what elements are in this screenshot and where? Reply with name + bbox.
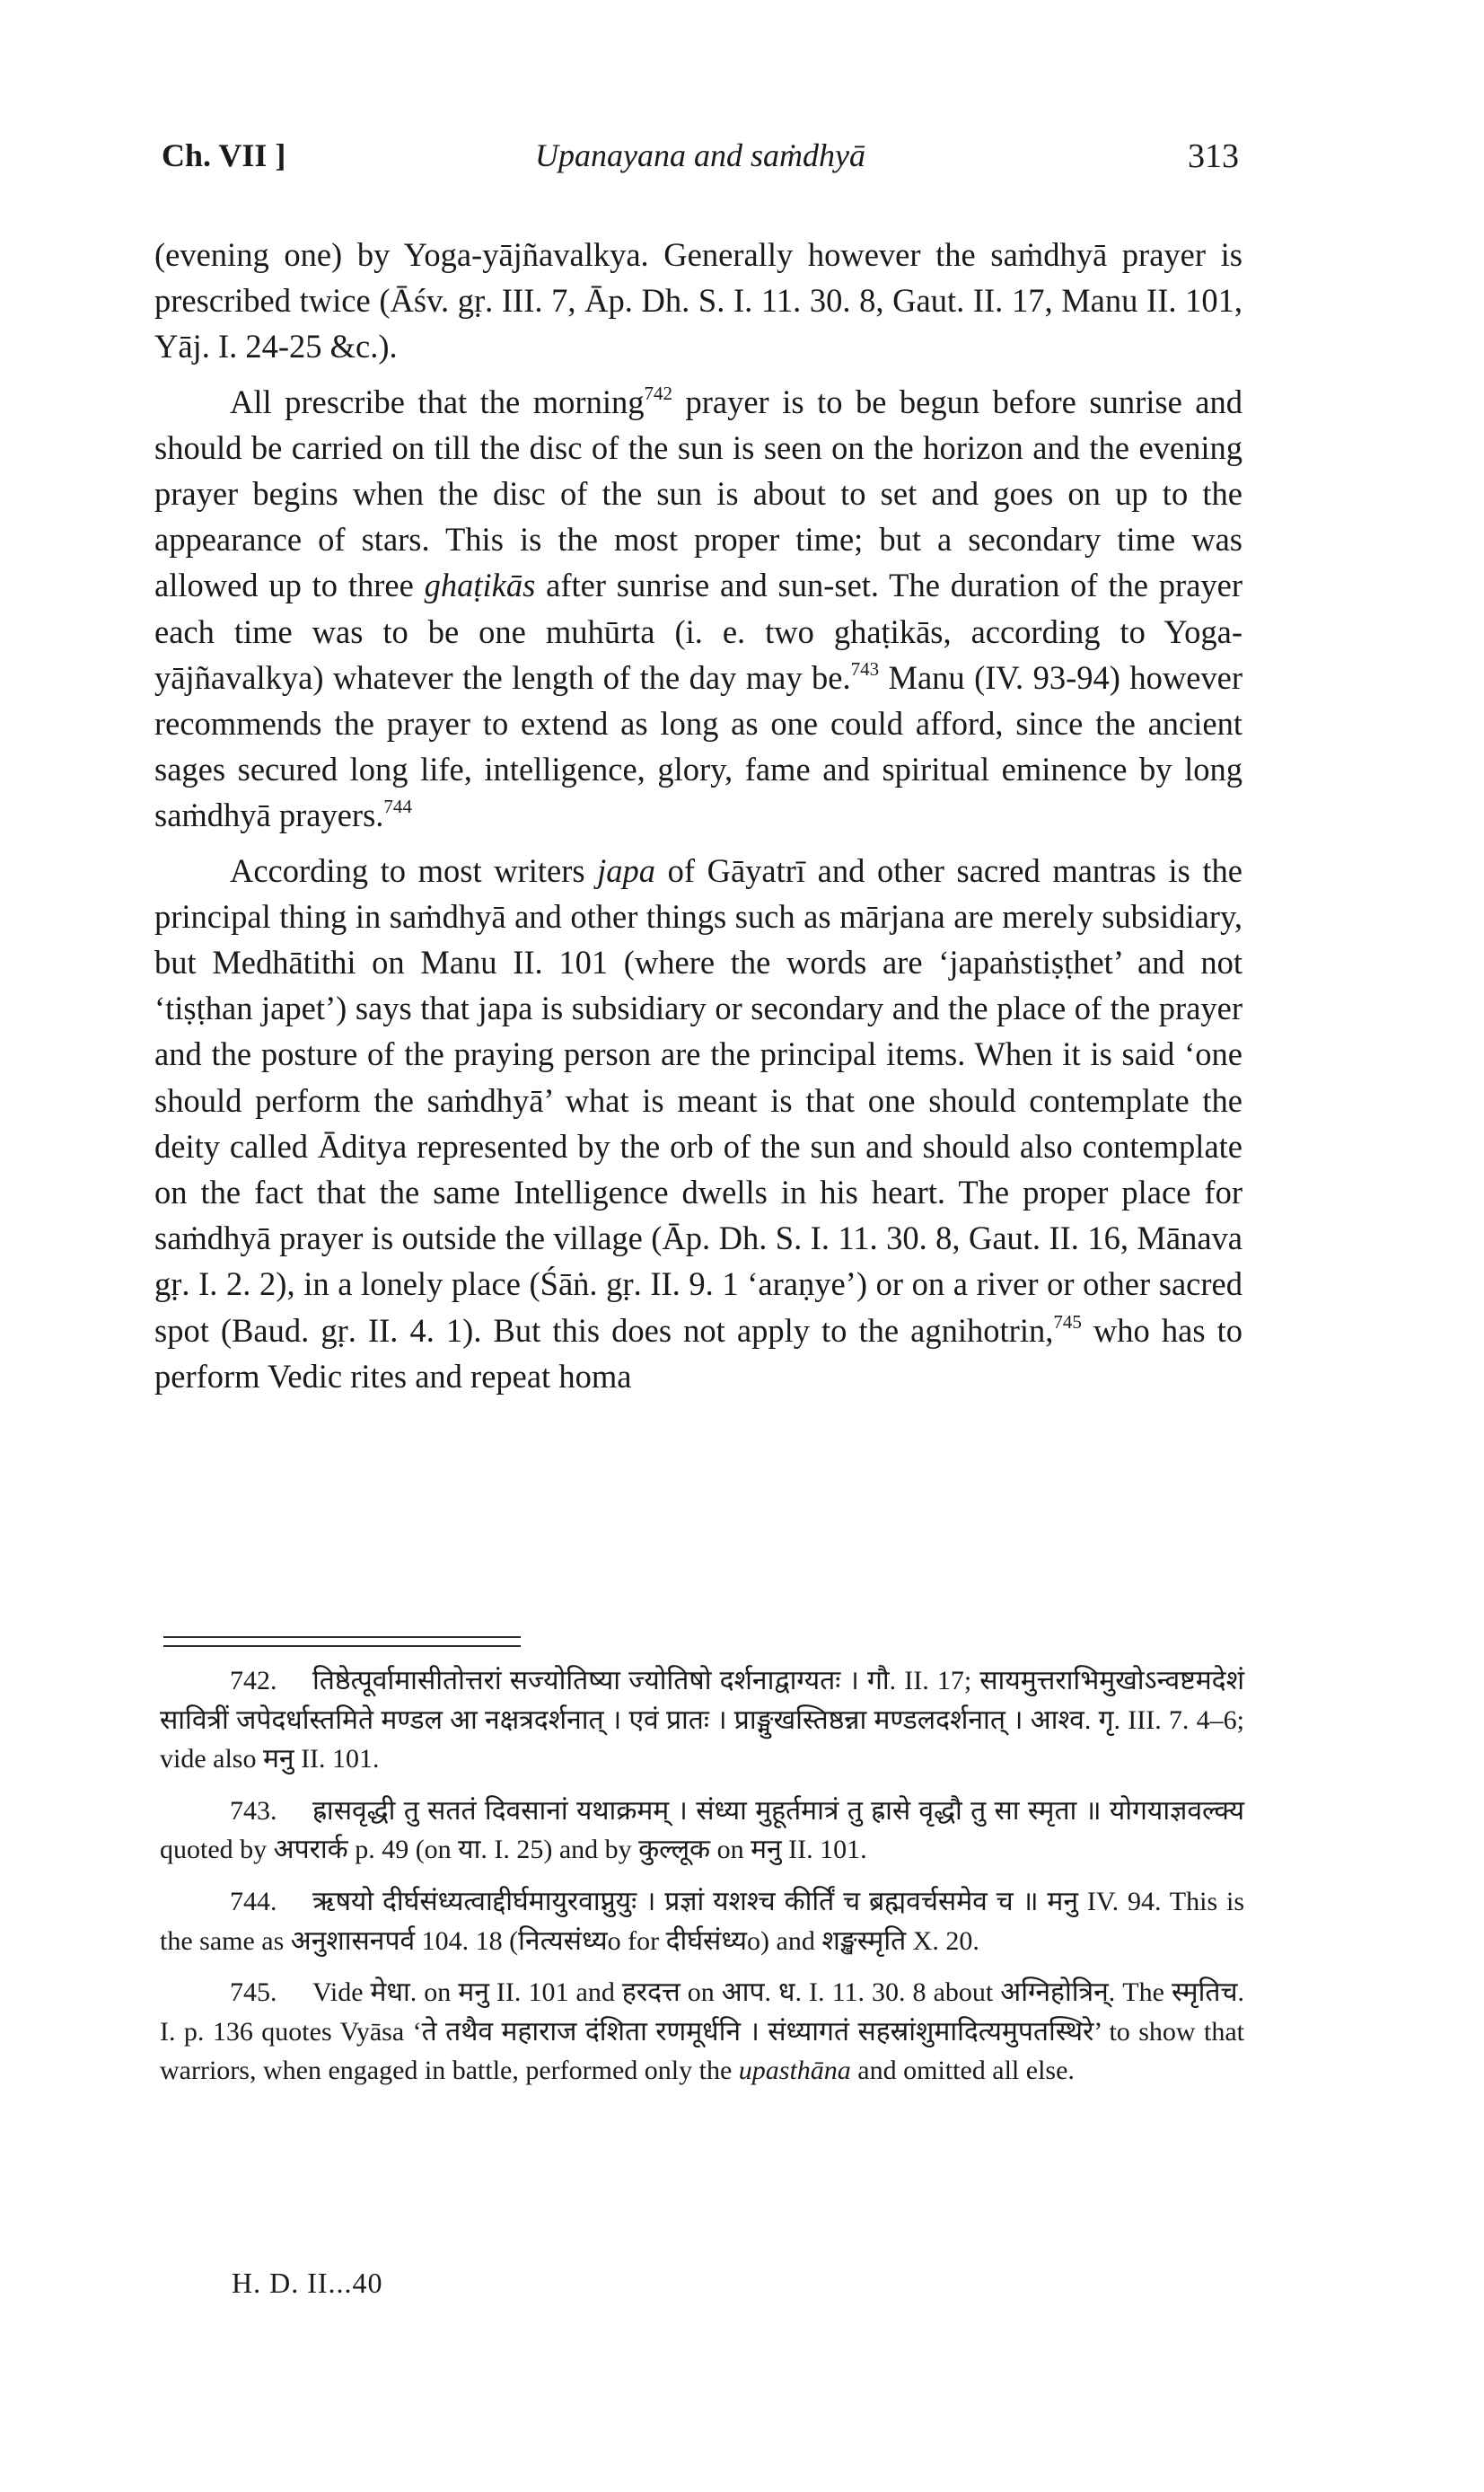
footnotes	[160, 1661, 1244, 2103]
footnote: 745. Vide मेधा. on मनु II. 101 and हरदत्त on आप. ध. I. 11. 30. 8 about अग्निहोत्रिन्. The स्मृतिच. I. p. 136 quotes Vyāsa ‘ते तथैव महाराज दंशिता रणमूर्धनि । संध्यागतं सहस्रांशुमादित्यमुपतस्थिरे’ to show that warriors, when engaged in battle, performed only the upasthāna and omitted all else.	[160, 1973, 1244, 2091]
footnote: 743. ह्रासवृद्धी तु सततं दिवसानां यथाक्रमम् । संध्या मुहूर्तमात्रं तु ह्रासे वृद्धौ तु सा स्मृता ॥ योगयाज्ञवल्क्य quoted by अपरार्क p. 49 (on या. I. 25) and by कुल्लूक on मनु II. 101.	[160, 1792, 1244, 1870]
footnote-number: 745.	[230, 1977, 277, 2008]
footnote-number: 744.	[230, 1886, 277, 1916]
running-title: Upanayana and saṁdhyā	[535, 137, 865, 173]
main-text	[154, 232, 1243, 1399]
paragraph: (evening one) by Yoga-yājñavalkya. Generally however the saṁdhyā prayer is prescribed twice (Āśv. gṛ. III. 7, Āp. Dh. S. I. 11. 30. 8, Gaut. II. 17, Manu II. 101, Yāj. I. 24-25 &c.).	[154, 236, 1243, 365]
footnote: 744. ऋषयो दीर्घसंध्यत्वाद्दीर्घमायुरवाप्नुयुः । प्रज्ञां यशश्च कीर्तिं च ब्रह्मवर्चसमेव च ॥ मनु IV. 94. This is the same as अनुशासनपर्व 104. 18 (नित्यसंध्यo for दीर्घसंध्यo) and शङ्खस्मृति X. 20.	[160, 1882, 1244, 1960]
printer-signature-mark: H. D. II...40	[232, 2267, 383, 2299]
footnote-reference: 744	[383, 796, 412, 818]
footnote-number: 743.	[230, 1795, 277, 1826]
paragraph: All prescribe that the morning$^{742}$ prayer is to be begun before sunrise and should be carried on till the disc of the sun is seen on the horizon and the evening prayer begins when the disc of the sun is about to set and goes on up to the appearance of stars. This is the most proper time; but a secondary time was allowed up to three ghaṭikās after sunrise and sun-set. The duration of the prayer each time was to be one muhūrta (i. e. two ghaṭikās, according to Yoga-yājñavalkya) whatever the length of the day may be.$^{743}$ Manu (IV. 93-94) however recommends the prayer to extend as long as one could afford, since the ancient sages secured long life, intelligence, glory, fame and spiritual eminence by long saṁdhyā prayers.$^{744}$	[154, 382, 1243, 834]
footnote-reference: 745	[1053, 1310, 1082, 1333]
italic-term: japa	[597, 851, 656, 889]
footnote-divider	[163, 1636, 521, 1638]
paragraph: According to most writers japa of Gāyatrī and other sacred mantras is the principal thing in saṁdhyā and other things such as mārjana are merely subsidiary, but Medhātithi on Manu II. 101 (where the words are ‘japaṅstiṣṭhet’ and not ‘tiṣṭhan japet’) says that japa is subsidiary or secondary and the place of the prayer and the posture of the praying person are the principal items. When it is said ‘one should perform the saṁdhyā’ what is meant is that one should contemplate the deity called Āditya represented by the orb of the sun and should also contemplate on the fact that the same Intelligence dwells in his heart. The proper place for saṁdhyā prayer is outside the village (Āp. Dh. S. I. 11. 30. 8, Gaut. II. 16, Mānava gṛ. I. 2. 2), in a lonely place (Śāṅ. gṛ. II. 9. 1 ‘araṇye’) or on a river or other sacred spot (Baud. gṛ. II. 4. 1). But this does not apply to the agnihotrin,$^{745}$ who has to perform Vedic rites and repeat homa	[154, 851, 1243, 1395]
footnote-number: 742.	[230, 1666, 277, 1695]
footnote-reference: 742	[644, 382, 672, 404]
footnote-reference: 743	[850, 657, 880, 680]
page-number: 313	[1188, 137, 1239, 175]
footnote: 742. तिष्ठेत्पूर्वामासीतोत्तरां सज्योतिष्या ज्योतिषो दर्शनाद्वाग्यतः । गौ. II. 17; सायमुत्तराभिमुखोऽन्वष्टमदेशं सावित्रीं जपेदर्धास्तमिते मण्डल आ नक्षत्रदर्शनात् । एवं प्रातः । प्राङ्मुखस्तिष्ठन्ना मण्डलदर्शनात् । आश्व. गृ. III. 7. 4–6; vide also मनु II. 101.	[160, 1661, 1244, 1779]
italic-term: ghaṭikās	[424, 567, 536, 604]
italic-term: upasthāna	[738, 2056, 851, 2086]
running-header	[162, 136, 1239, 190]
chapter-label: Ch. VII ]	[162, 137, 286, 173]
footnote-divider	[163, 1645, 521, 1647]
